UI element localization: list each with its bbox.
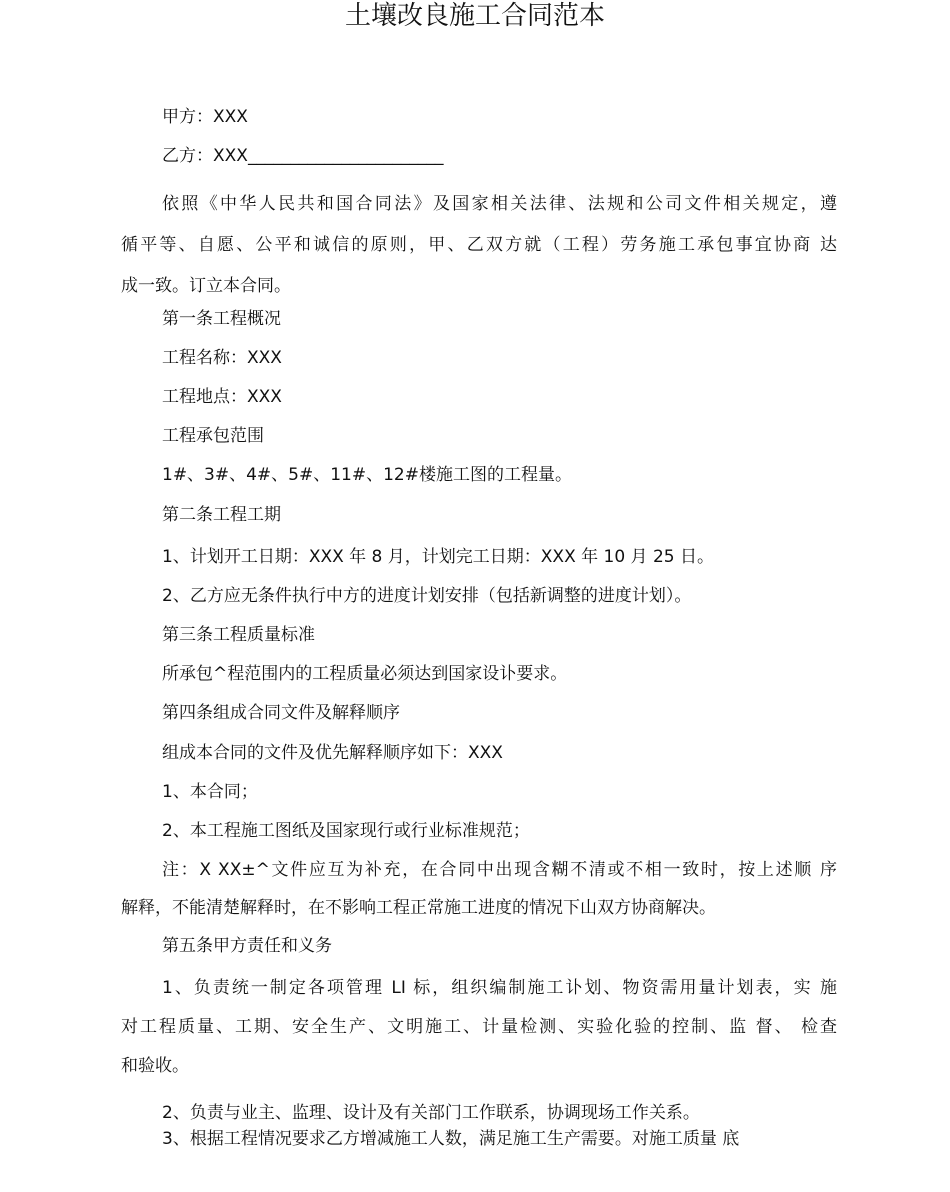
document-title: 土壤改良施工合同范本 (344, 1, 605, 31)
quality-text: 所承包^程范围内的工程质量必须达到国家设讣要求。 (162, 664, 568, 684)
duty-1-line-1: 1、负责统一制定各项管理 LI 标，组织编制施工讣划、物资需用量计划表，实 施 (162, 978, 837, 998)
party-a-duty-1 (121, 969, 837, 1086)
schedule-item-2: 2、乙方应无条件执行中方的进度计划安排（包括新调整的进度计划）。 (162, 586, 692, 606)
party-a: 甲方：XXX (162, 107, 248, 127)
order-intro: 组成本合同的文件及优先解释顺序如下：XXX (162, 743, 503, 763)
order-item-1: 1、本合同； (162, 782, 258, 802)
schedule-item-1: 1、计划开工日期：XXX 年 8 月，计划完工日期：XXX 年 10 月 25 日。 (162, 547, 715, 567)
project-name: 工程名称：XXX (162, 348, 282, 368)
order-item-2: 2、本工程施工图纸及国家现行或行业标准规范； (162, 821, 530, 841)
party-a-duty-3: 3、根据工程情况要求乙方增减施工人数，满足施工生产需要。对施工质量 底 (162, 1129, 740, 1149)
preamble-line-1: 依照《中华人民共和国合同法》及国家相关法律、法规和公司文件相关规定，遵 (162, 194, 837, 214)
scope-text: 1#、3#、4#、5#、11#、12#楼施工图的工程量。 (162, 465, 572, 485)
duty-1-line-2: 对工程质量、工期、安全生产、文明施工、计量检测、实验化验的控制、监 督、 检查 (121, 1017, 837, 1037)
preamble-paragraph (121, 184, 837, 307)
party-b: 乙方：XXX_______________________ (162, 146, 444, 166)
article-3-heading: 第三条工程质量标准 (162, 625, 315, 645)
preamble-line-2: 循平等、自愿、公平和诚信的原则，甲、乙双方就（工程）劳务施工承包事宜协商 达 (121, 235, 837, 255)
party-a-duty-2: 2、负责与业主、监理、设计及有关部门工作联系，协调现场工作关系。 (162, 1103, 700, 1123)
note-line-1: 注：X XX±^文件应互为补充，在合同中出现含糊不清或不相一致时，按上述顺 序 (162, 860, 837, 880)
article-2-heading: 第二条工程工期 (162, 505, 281, 525)
article-1-heading: 第一条工程概况 (162, 309, 281, 329)
note-line-2: 解释，不能清楚解释时，在不影响工程正常施工进度的情况下山双方协商解决。 (121, 898, 716, 918)
duty-1-line-3: 和验收。 (121, 1056, 189, 1076)
article-4-heading: 第四条组成合同文件及解释顺序 (162, 703, 400, 723)
preamble-line-3: 成一致。订立本合同。 (121, 276, 291, 296)
note-paragraph (121, 851, 837, 927)
scope-heading: 工程承包范围 (162, 426, 264, 446)
article-5-heading: 第五条甲方责任和义务 (162, 936, 332, 956)
project-location: 工程地点：XXX (162, 387, 282, 407)
